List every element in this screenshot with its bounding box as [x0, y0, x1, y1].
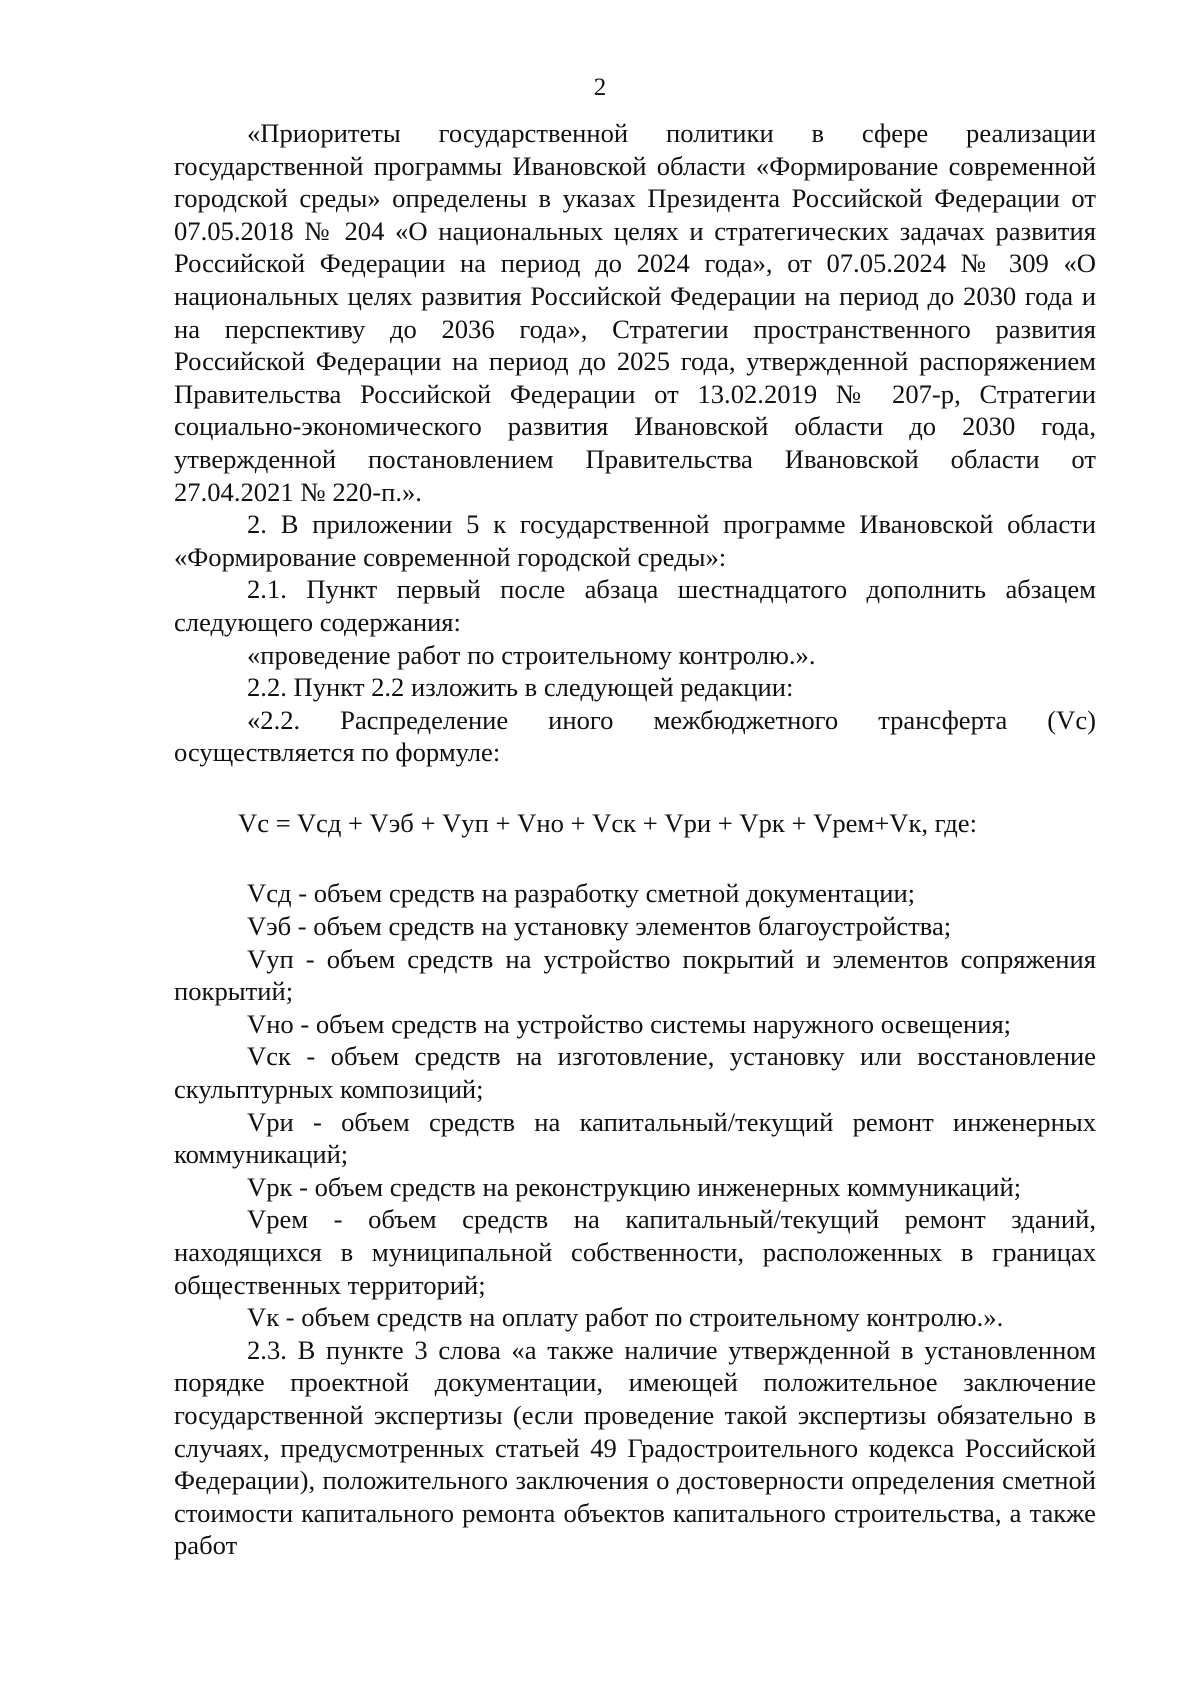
definition-vk: Vк - объем средств на оплату работ по строительному контролю.». — [247, 1302, 1004, 1333]
definition-veb: Vэб - объем средств на установку элементов благоустройства; — [247, 911, 952, 942]
definition-vrem: Vрем - объем средств на капитальный/текущий ремонт зданий, находящихся в муниципальной собственности, расположенных в границах общественных территорий; — [174, 1204, 1096, 1300]
paragraph-distribution: «2.2. Распределение иного межбюджетного трансферта (Vc) осуществляется по формуле: — [174, 704, 1096, 768]
paragraph-item-2: 2. В приложении 5 к государственной программе Ивановской области «Формирование современной городской среды»: — [174, 509, 1096, 572]
paragraph-item-2-3: 2.3. В пункте 3 слова «а также наличие утвержденной в установленном порядке проектной документации, имеющей положительное заключение государственной экспертизы (если проведение такой экспертизы обязательно в случаях, предусмотренных статьей 49 Градостроительного кодекса Российской Федерации), положительного заключения о достоверности определения сметной стоимости капитального ремонта объектов капитального строительства, а также работ — [174, 1334, 1096, 1561]
definition-vup: Vуп - объем средств на устройство покрытий и элементов сопряжения покрытий; — [174, 943, 1096, 1007]
definition-vsd: Vсд - объем средств на разработку сметной документации; — [247, 878, 916, 909]
definition-vrk: Vрк - объем средств на реконструкцию инженерных коммуникаций; — [247, 1171, 1022, 1202]
formula: Vc = Vсд + Vэб + Vуп + Vно + Vск + Vри + Vрк + Vрем+Vк, где: — [238, 807, 977, 838]
definition-vno: Vно - объем средств на устройство системы наружного освещения; — [247, 1008, 1012, 1039]
page-number: 2 — [593, 74, 607, 101]
definition-vri: Vри - объем средств на капитальный/текущий ремонт инженерных коммуникаций; — [174, 1106, 1096, 1170]
document-body — [174, 117, 1096, 1562]
paragraph-priorities: «Приоритеты государственной политики в сфере реализации государственной программы Ивановской области «Формирование современной городской среды» определены в указах Президента Российской Федерации от 07.05.2018 № 204 «О национальных целях и стратегических задачах развития Российской Федерации на период до 2024 года», от 07.05.2024 № 309 «О национальных целях развития Российской Федерации на период до 2030 года и на перспективу до 2036 года», Стратегии пространственного развития Российской Федерации на период до 2025 года, утвержденной распоряжением Правительства Российской Федерации от 13.02.2019 № 207-р, Стратегии социально-экономического развития Ивановской области до 2030 года, утвержденной постановлением Правительства Ивановской области от 27.04.2021 № 220-п.». — [174, 118, 1096, 507]
paragraph-item-2-2: 2.2. Пункт 2.2 изложить в следующей редакции: — [247, 672, 794, 703]
paragraph-added-abzac: «проведение работ по строительному контролю.». — [247, 639, 816, 670]
paragraph-item-2-1: 2.1. Пункт первый после абзаца шестнадцатого дополнить абзацем следующего содержания: — [174, 574, 1096, 637]
definition-vsk: Vск - объем средств на изготовление, установку или восстановление скульптурных композиций; — [174, 1041, 1096, 1105]
